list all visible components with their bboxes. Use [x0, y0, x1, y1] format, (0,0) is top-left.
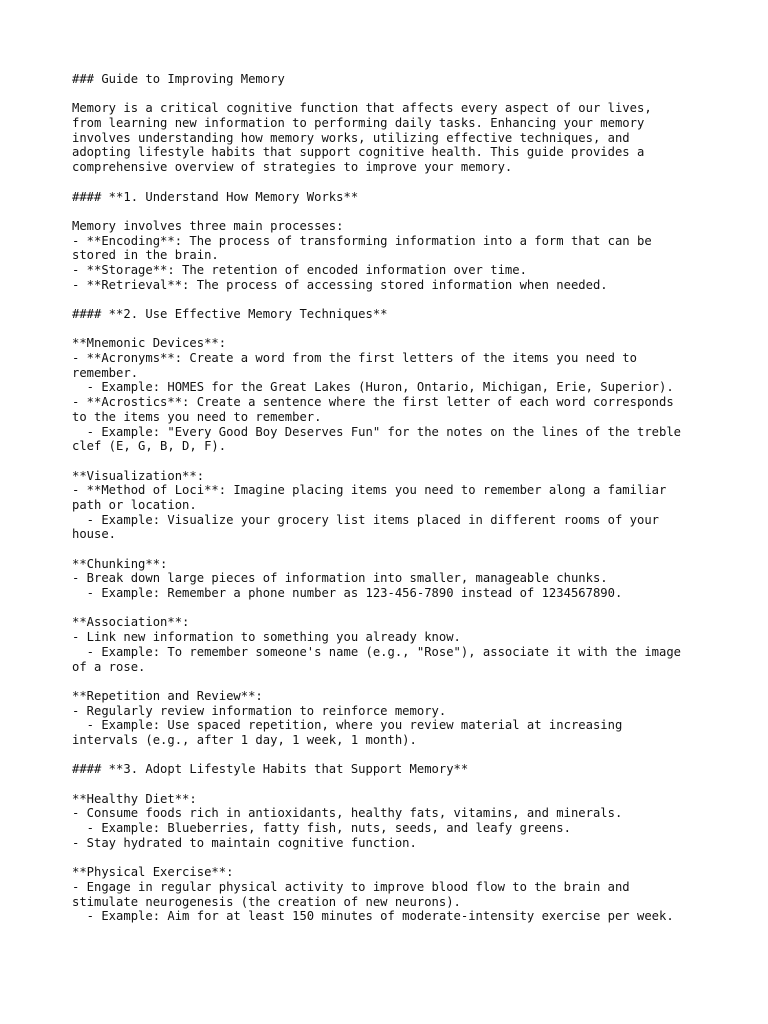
visualization-line: path or location.	[72, 497, 197, 512]
healthy-diet-block	[72, 792, 712, 851]
diet-line: **Healthy Diet**:	[72, 791, 197, 806]
spacer	[72, 454, 712, 469]
section-1-line: - **Retrieval**: The process of accessing stored information when needed.	[72, 277, 608, 292]
mnemonic-devices-block	[72, 336, 712, 454]
visualization-line: - **Method of Loci**: Imagine placing items you need to remember along a familiar	[72, 483, 667, 498]
spacer	[72, 777, 712, 792]
spacer	[72, 175, 712, 190]
repetition-block	[72, 689, 712, 748]
intro-line: from learning new information to performing daily tasks. Enhancing your memory	[72, 116, 645, 131]
repetition-line: - Regularly review information to reinforce memory.	[72, 703, 447, 718]
exercise-line: **Physical Exercise**:	[72, 865, 234, 880]
section-1-line: stored in the brain.	[72, 248, 219, 263]
physical-exercise-block	[72, 865, 712, 924]
section-1-line: Memory involves three main processes:	[72, 218, 344, 233]
mnemonic-line: - **Acrostics**: Create a sentence where the first letter of each word corresponds	[72, 395, 674, 410]
section-1-heading: #### **1. Understand How Memory Works**	[72, 189, 359, 204]
visualization-line: - Example: Visualize your grocery list items placed in different rooms of your	[72, 512, 659, 527]
spacer	[72, 292, 712, 307]
intro-line: adopting lifestyle habits that support cognitive health. This guide provides a	[72, 145, 645, 160]
association-line: of a rose.	[72, 659, 146, 674]
exercise-line: - Example: Aim for at least 150 minutes of moderate-intensity exercise per week.	[72, 909, 674, 924]
spacer	[72, 87, 712, 102]
exercise-line: - Engage in regular physical activity to improve blood flow to the brain and	[72, 879, 630, 894]
repetition-line: **Repetition and Review**:	[72, 688, 263, 703]
chunking-line: - Example: Remember a phone number as 123-456-7890 instead of 1234567890.	[72, 586, 623, 601]
mnemonic-line: **Mnemonic Devices**:	[72, 336, 227, 351]
intro-paragraph	[72, 101, 712, 174]
spacer	[72, 674, 712, 689]
section-2-heading: #### **2. Use Effective Memory Techniques**	[72, 307, 388, 321]
spacer	[72, 850, 712, 865]
mnemonic-line: - Example: HOMES for the Great Lakes (Huron, Ontario, Michigan, Erie, Superior).	[72, 380, 674, 395]
chunking-line: **Chunking**:	[72, 556, 168, 571]
diet-line: - Stay hydrated to maintain cognitive function.	[72, 835, 417, 850]
section-1-line: - **Storage**: The retention of encoded information over time.	[72, 262, 527, 277]
exercise-line: stimulate neurogenesis (the creation of new neurons).	[72, 894, 461, 909]
association-line: - Example: To remember someone's name (e.g., "Rose"), associate it with the image	[72, 644, 682, 659]
association-block	[72, 615, 712, 674]
intro-line: Memory is a critical cognitive function that affects every aspect of our lives,	[72, 101, 652, 116]
section-1-line: - **Encoding**: The process of transforming information into a form that can be	[72, 233, 652, 248]
visualization-line: house.	[72, 527, 117, 542]
document-body	[72, 72, 712, 924]
association-line: - Link new information to something you already know.	[72, 630, 461, 645]
diet-line: - Consume foods rich in antioxidants, healthy fats, vitamins, and minerals.	[72, 806, 623, 821]
mnemonic-line: - Example: "Every Good Boy Deserves Fun" for the notes on the lines of the treble	[72, 424, 682, 439]
repetition-line: - Example: Use spaced repetition, where you review material at increasing	[72, 718, 623, 733]
spacer	[72, 542, 712, 557]
mnemonic-line: clef (E, G, B, D, F).	[72, 439, 227, 454]
section-3-heading: #### **3. Adopt Lifestyle Habits that Support Memory**	[72, 762, 469, 777]
document-title: ### Guide to Improving Memory	[72, 72, 285, 86]
section-1-content	[72, 219, 712, 292]
repetition-line: intervals (e.g., after 1 day, 1 week, 1 month).	[72, 732, 417, 747]
visualization-line: **Visualization**:	[72, 468, 205, 483]
mnemonic-line: remember.	[72, 365, 139, 380]
spacer	[72, 748, 712, 763]
chunking-line: - Break down large pieces of information into smaller, manageable chunks.	[72, 571, 608, 586]
spacer	[72, 322, 712, 337]
diet-line: - Example: Blueberries, fatty fish, nuts, seeds, and leafy greens.	[72, 821, 571, 836]
visualization-block	[72, 469, 712, 542]
mnemonic-line: - **Acronyms**: Create a word from the first letters of the items you need to	[72, 351, 637, 366]
association-line: **Association**:	[72, 615, 190, 630]
mnemonic-line: to the items you need to remember.	[72, 409, 322, 424]
intro-line: involves understanding how memory works, utilizing effective techniques, and	[72, 130, 630, 145]
chunking-block	[72, 557, 712, 601]
spacer	[72, 204, 712, 219]
spacer	[72, 601, 712, 616]
intro-line: comprehensive overview of strategies to improve your memory.	[72, 160, 513, 175]
